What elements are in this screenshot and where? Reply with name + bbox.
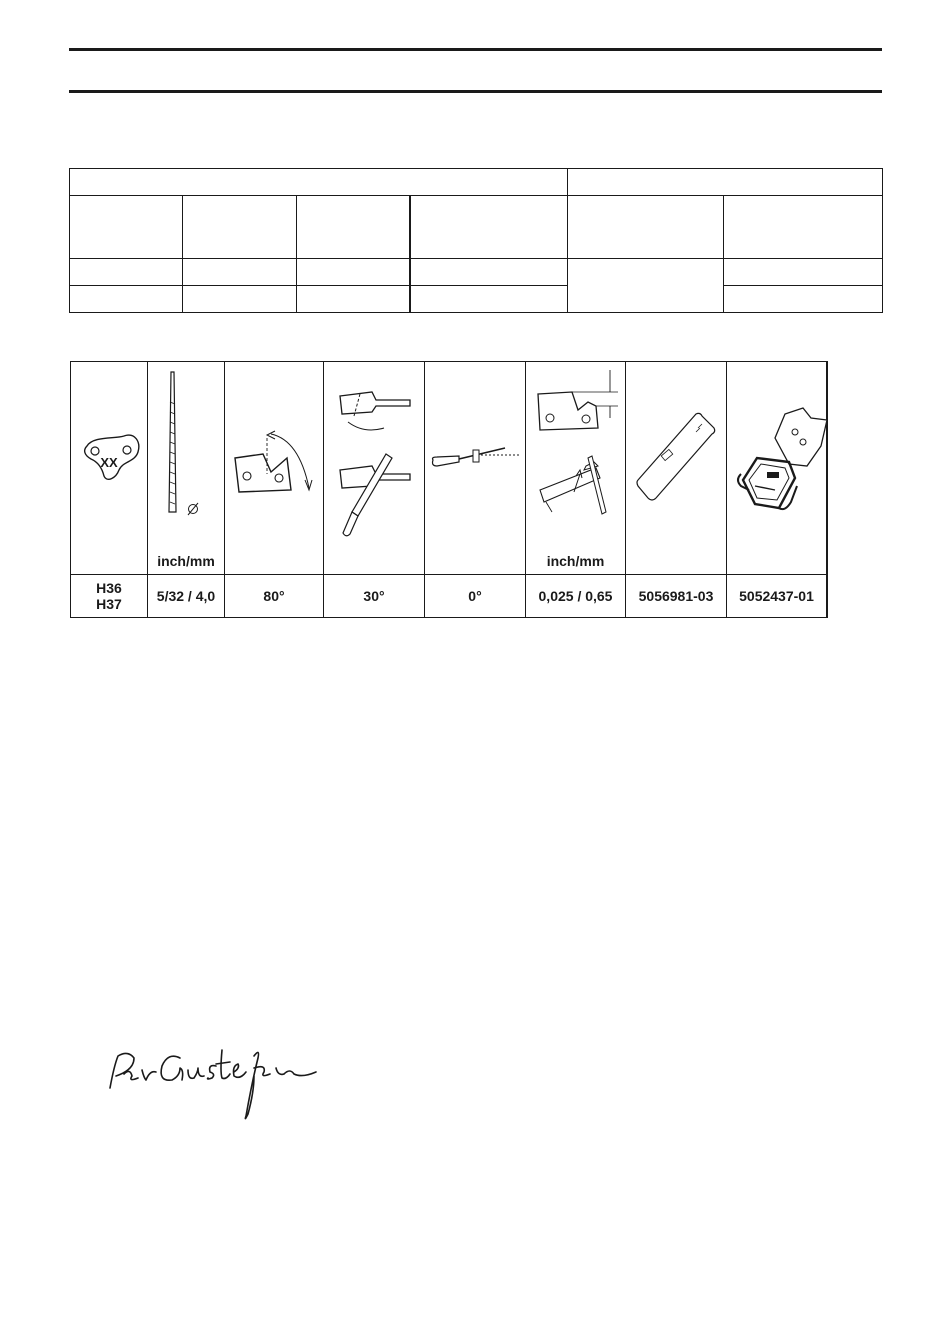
file-diameter-cell [148,362,225,617]
header-rule [69,48,882,51]
table-row-divider [70,258,882,259]
signature [104,1042,324,1127]
round-file-icon [148,362,225,574]
file-tilt-cell [425,362,526,617]
depth-gauge-value: 0,025 / 0,65 [538,588,613,604]
depth-gauge-tool-icon [626,362,727,574]
depth-gauge-cell [526,362,626,617]
table-row-divider [70,285,567,286]
chain-marker-icon [71,362,148,574]
table-row-divider [723,285,882,286]
top-plate-angle-cell [225,362,324,617]
title-rule [69,90,882,93]
handwritten-signature-image [104,1042,324,1122]
table-column-divider [723,195,724,312]
chain-marker-cell [71,362,148,617]
table-column-divider [182,195,183,312]
cutter-angle-icon [225,362,324,574]
chain-filing-table [70,361,828,618]
top-plate-angle-value: 80° [263,588,285,604]
table-row-divider [70,195,882,196]
depth-gauge-unit: inch/mm [546,553,605,569]
depth-gauge-tool-cell [626,362,727,617]
file-tilt-value: 0° [468,588,482,604]
filing-angle-value: 30° [363,588,385,604]
filing-angle-icon [324,362,425,574]
chain-marker-label: XX [100,455,118,470]
table-column-divider [296,195,297,312]
file-guide-icon [727,362,827,574]
file-guide-part-number: 5052437-01 [739,588,814,604]
file-diameter-value: 5/32 / 4,0 [156,588,216,604]
values-row-divider [71,574,827,575]
file-diameter-unit: inch/mm [157,553,215,569]
table-column-divider [409,195,411,312]
table-column-divider [567,169,568,312]
file-guide-cell [727,362,827,617]
chain-type-value: H36 H37 [96,580,122,612]
filing-angle-cell [324,362,425,617]
specification-table [69,168,883,313]
depth-gauge-tool-part-number: 5056981-03 [638,588,714,604]
file-holder-icon [425,362,526,574]
depth-gauge-icon [526,362,626,574]
